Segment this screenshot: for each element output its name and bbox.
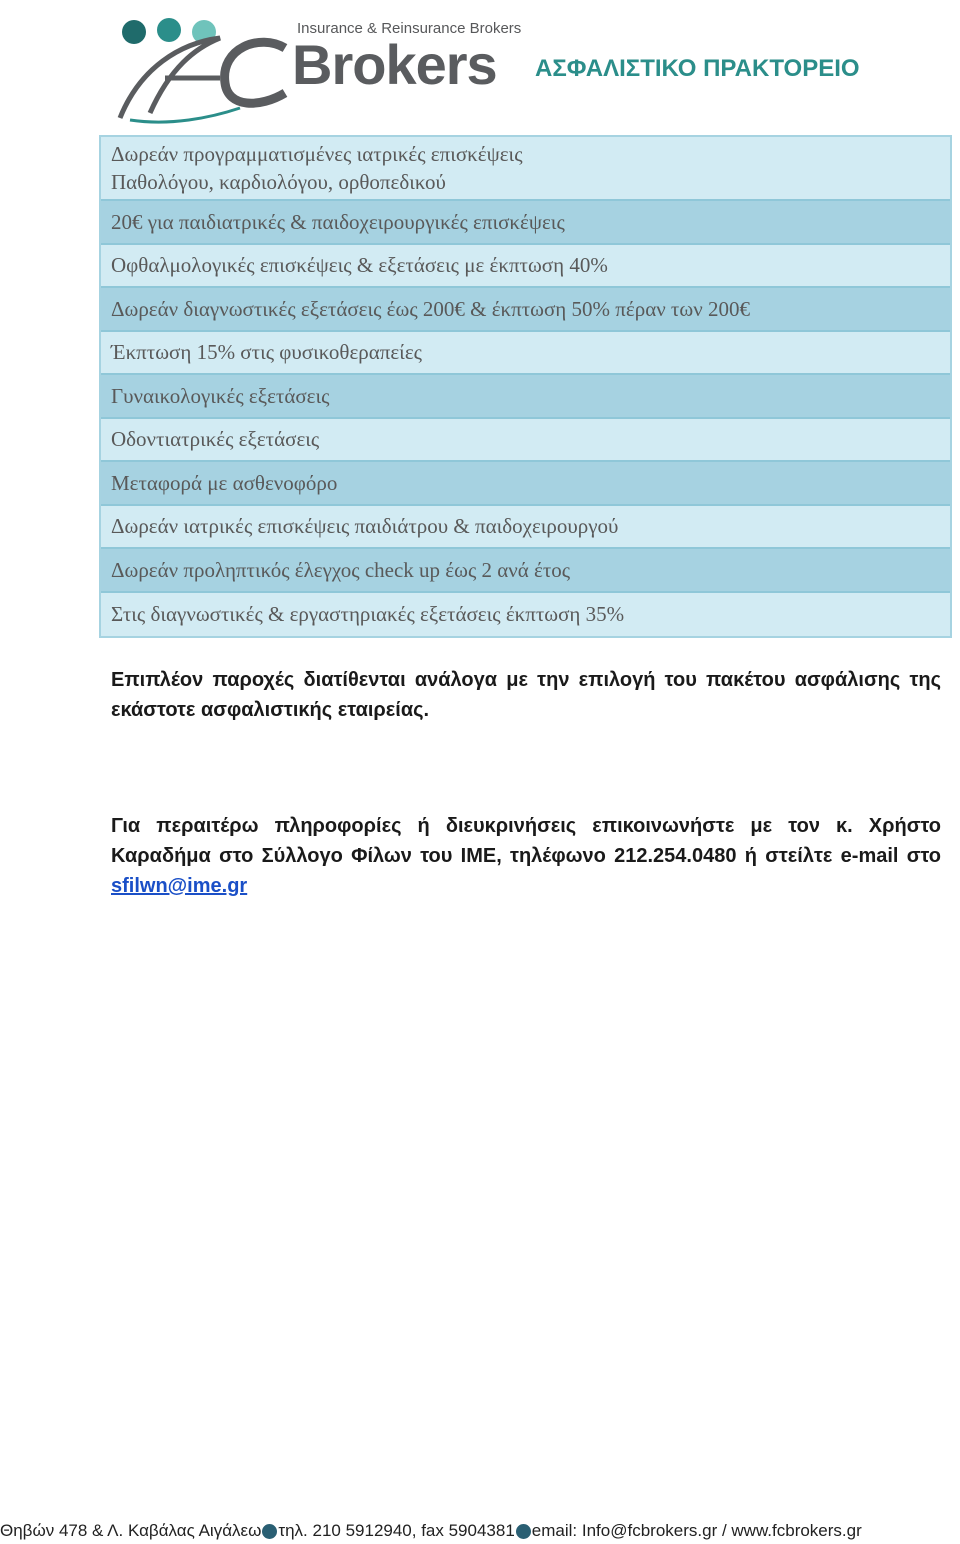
footer xyxy=(0,1518,960,1544)
extra-benefits-note: Επιπλέον παροχές διατίθενται ανάλογα με την επιλογή του πακέτου ασφάλισης της εκάστοτε ασφαλιστικής εταιρείας. xyxy=(111,669,941,721)
bullet-icon xyxy=(262,1524,277,1539)
benefit-row: 20€ για παιδιατρικές & παιδοχειρουργικές επισκέψεις xyxy=(101,201,950,245)
contact-paragraph xyxy=(111,811,941,901)
benefit-row: Οφθαλμολογικές επισκέψεις & εξετάσεις με έκπτωση 40% xyxy=(101,245,950,289)
benefit-row: Στις διαγνωστικές & εργαστηριακές εξετάσεις έκπτωση 35% xyxy=(101,593,950,637)
benefit-text: Παθολόγου, καρδιολόγου, ορθοπεδικού xyxy=(111,170,446,194)
brand-name: Brokers xyxy=(292,33,497,96)
tagline: Insurance & Reinsurance Brokers xyxy=(297,20,522,37)
benefit-row: Έκπτωση 15% στις φυσικοθεραπείες xyxy=(101,332,950,376)
benefits-table xyxy=(99,135,952,638)
fcbrokers-logo-icon xyxy=(110,8,300,128)
benefit-row: Δωρεάν προληπτικός έλεγχος check up έως 2 ανά έτος xyxy=(101,549,950,593)
benefit-row: Μεταφορά με ασθενοφόρο xyxy=(101,462,950,506)
email-link[interactable]: sfilwn@ime.gr xyxy=(111,875,248,897)
benefit-row: Δωρεάν διαγνωστικές εξετάσεις έως 200€ & έκπτωση 50% πέραν των 200€ xyxy=(101,288,950,332)
benefit-row xyxy=(101,137,950,201)
footer-web: email: Info@fcbrokers.gr / www.fcbrokers.gr xyxy=(531,1521,862,1540)
benefit-text: Δωρεάν προγραμματισμένες ιατρικές επισκέψεις xyxy=(111,142,523,166)
benefit-row: Γυναικολογικές εξετάσεις xyxy=(101,375,950,419)
letterhead xyxy=(0,0,960,130)
footer-phone: τηλ. 210 5912940, fax 5904381 xyxy=(278,1521,515,1540)
bullet-icon xyxy=(516,1524,531,1539)
agency-label: ΑΣΦΑΛΙΣΤΙΚΟ ΠΡΑΚΤΟΡΕΙΟ xyxy=(535,55,860,82)
benefit-row: Δωρεάν ιατρικές επισκέψεις παιδιάτρου & παιδοχειρουργού xyxy=(101,506,950,550)
contact-text: Για περαιτέρω πληροφορίες ή διευκρινήσεις επικοινωνήστε με τον κ. Χρήστο Καραδήμα στο Σύλλογο Φίλων του ΙΜΕ, τηλέφωνο 212.254.0480 ή στείλτε e-mail στο xyxy=(111,815,941,867)
benefit-row: Οδοντιατρικές εξετάσεις xyxy=(101,419,950,463)
footer-address: Θηβών 478 & Λ. Καβάλας Αιγάλεω xyxy=(0,1521,262,1540)
